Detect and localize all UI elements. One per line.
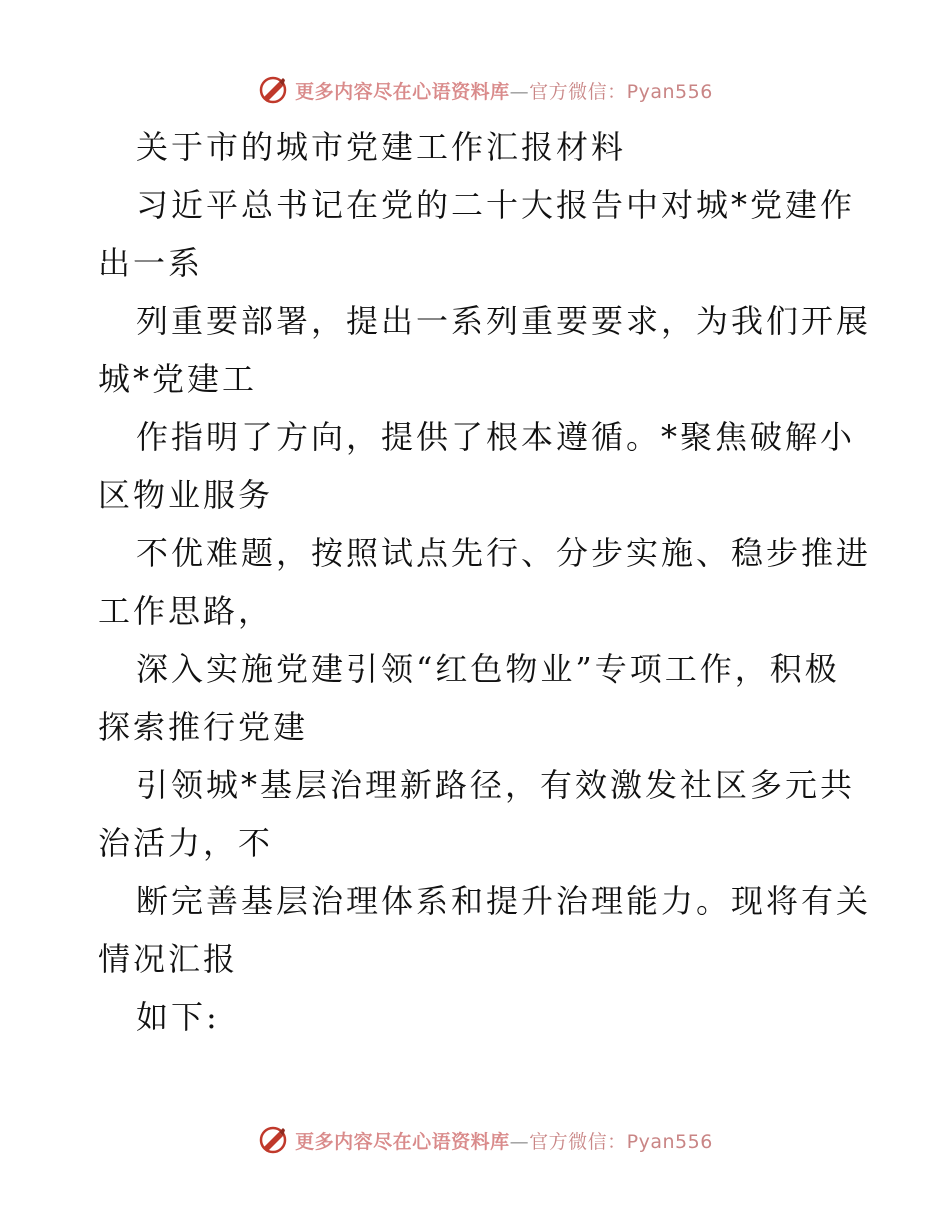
footer-banner-wechat: 官方微信：Pyan556 <box>529 1130 713 1153</box>
footer-banner-dash: — <box>509 1130 530 1153</box>
pen-logo-icon <box>257 1124 289 1156</box>
header-banner-wechat: 官方微信：Pyan556 <box>529 80 713 103</box>
paragraph-line: 引领城*基层治理新路径，有效激发社区多元共 <box>136 766 856 804</box>
pen-logo-icon <box>257 74 289 106</box>
paragraph-line: 城*党建工 <box>98 360 258 398</box>
paragraph-line: 深入实施党建引领“红色物业”专项工作，积极 <box>136 650 840 688</box>
header-banner-text <box>295 77 713 104</box>
paragraph-line: 探索推行党建 <box>98 708 309 746</box>
paragraph-line: 断完善基层治理体系和提升治理能力。现将有关 <box>136 882 872 920</box>
paragraph-line: 出一系 <box>98 244 204 282</box>
paragraph-line: 如下: <box>136 998 220 1036</box>
paragraph-line: 习近平总书记在党的二十大报告中对城*党建作 <box>136 186 856 224</box>
header-banner-inner <box>257 74 713 106</box>
footer-banner-inner <box>257 1124 713 1156</box>
paragraph-line: 不优难题，按照试点先行、分步实施、稳步推进 <box>136 534 872 572</box>
footer-banner <box>0 1120 950 1160</box>
header-banner <box>0 70 950 110</box>
paragraph-line: 区物业服务 <box>98 476 274 514</box>
header-banner-dash: — <box>509 80 530 103</box>
paragraph-line: 情况汇报 <box>98 940 239 978</box>
document-body <box>98 118 872 1046</box>
paragraph-line: 作指明了方向，提供了根本遵循。*聚焦破解小 <box>136 418 856 456</box>
paragraph-line: 列重要部署，提出一系列重要要求，为我们开展 <box>136 302 872 340</box>
paragraph-line: 治活力，不 <box>98 824 274 862</box>
header-banner-main: 更多内容尽在心语资料库 <box>295 80 510 103</box>
document-title: 关于市的城市党建工作汇报材料 <box>136 128 627 166</box>
footer-banner-main: 更多内容尽在心语资料库 <box>295 1130 510 1153</box>
footer-banner-text <box>295 1127 713 1154</box>
paragraph-line: 工作思路， <box>98 592 274 630</box>
